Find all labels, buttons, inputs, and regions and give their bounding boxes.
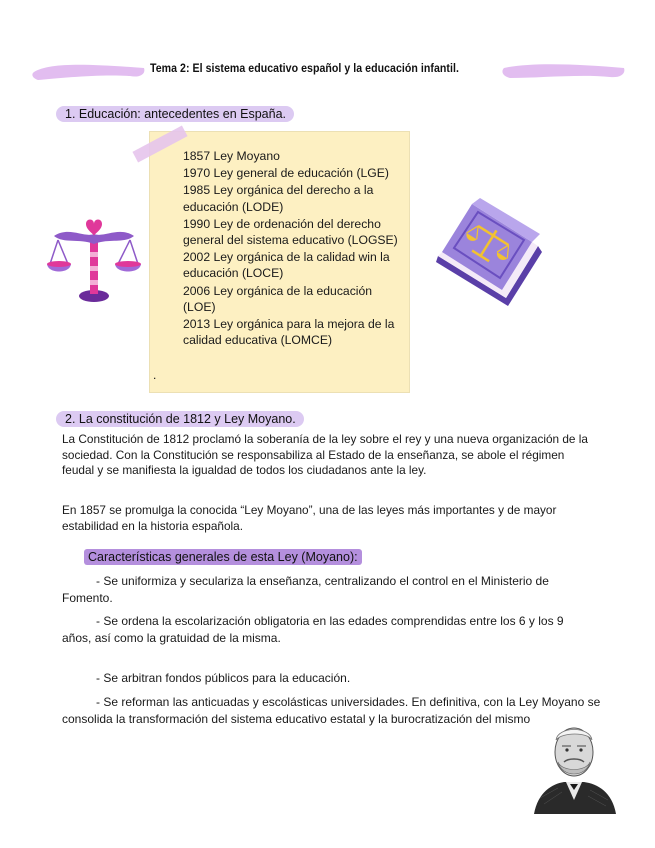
subheading-text: Características generales de esta Ley (Moyano): — [84, 549, 362, 565]
law-item: 2006 Ley orgánica de la educación (LOE) — [183, 283, 373, 314]
paragraph-ley-moyano: En 1857 se promulga la conocida “Ley Moyano”, una de las leyes más importantes y de mayor estabilidad en la historia española. — [62, 503, 557, 533]
list-item-text: - Se uniformiza y seculariza la enseñanza, centralizando el control en el Ministerio de Fomento. — [62, 574, 549, 605]
scales-icon — [44, 214, 142, 306]
law-book-icon — [428, 182, 550, 310]
page-title: Tema 2: El sistema educativo español y la educación infantil. — [150, 63, 459, 75]
list-item — [62, 670, 582, 687]
section1-heading: 1. Educación: antecedentes en España. — [56, 106, 294, 122]
list-item — [62, 573, 582, 606]
list-item-text: - Se reforman las anticuadas y escolásticas universidades. En definitiva, con la Ley Moyano se consolida la transformación del sistema educativo estatal y la burocratización del mismo — [62, 695, 601, 726]
note-dot: . — [153, 368, 157, 382]
list-item-text: - Se arbitran fondos públicos para la educación. — [96, 671, 351, 685]
list-item-text: - Se ordena la escolarización obligatoria en las edades comprendidas entre los 6 y los 9 años, así como la gratuidad de la misma. — [62, 614, 564, 645]
law-item: 1985 Ley orgánica del derecho a la educación (LODE) — [183, 183, 374, 214]
list-item — [62, 694, 607, 727]
laws-list — [183, 148, 407, 349]
title-brush-right — [500, 56, 628, 82]
law-item: 1990 Ley de ordenación del derecho general del sistema educativo (LOGSE) — [183, 216, 398, 248]
law-item: 2013 Ley orgánica para la mejora de la calidad educativa (LOMCE) — [183, 317, 395, 348]
section2-heading: 2. La constitución de 1812 y Ley Moyano. — [56, 411, 304, 427]
portrait-engraving — [528, 718, 620, 814]
law-item: 2002 Ley orgánica de la calidad win la educación (LOCE) — [183, 250, 390, 281]
law-item: 1970 Ley general de educación (LGE) — [183, 166, 389, 181]
law-item: 1857 Ley Moyano — [183, 149, 280, 163]
paragraph-constitution: La Constitución de 1812 proclamó la soberanía de la ley sobre el rey y una nueva organización de la sociedad. Con la Constitución se responsabiliza al Estado de la enseñanza, se abole el régimen feudal y se manifiesta la igualdad de todos los ciudadanos ante la ley. — [62, 432, 588, 478]
list-item — [62, 613, 582, 646]
title-brush-left — [30, 58, 148, 82]
characteristics-subheading — [84, 550, 362, 564]
